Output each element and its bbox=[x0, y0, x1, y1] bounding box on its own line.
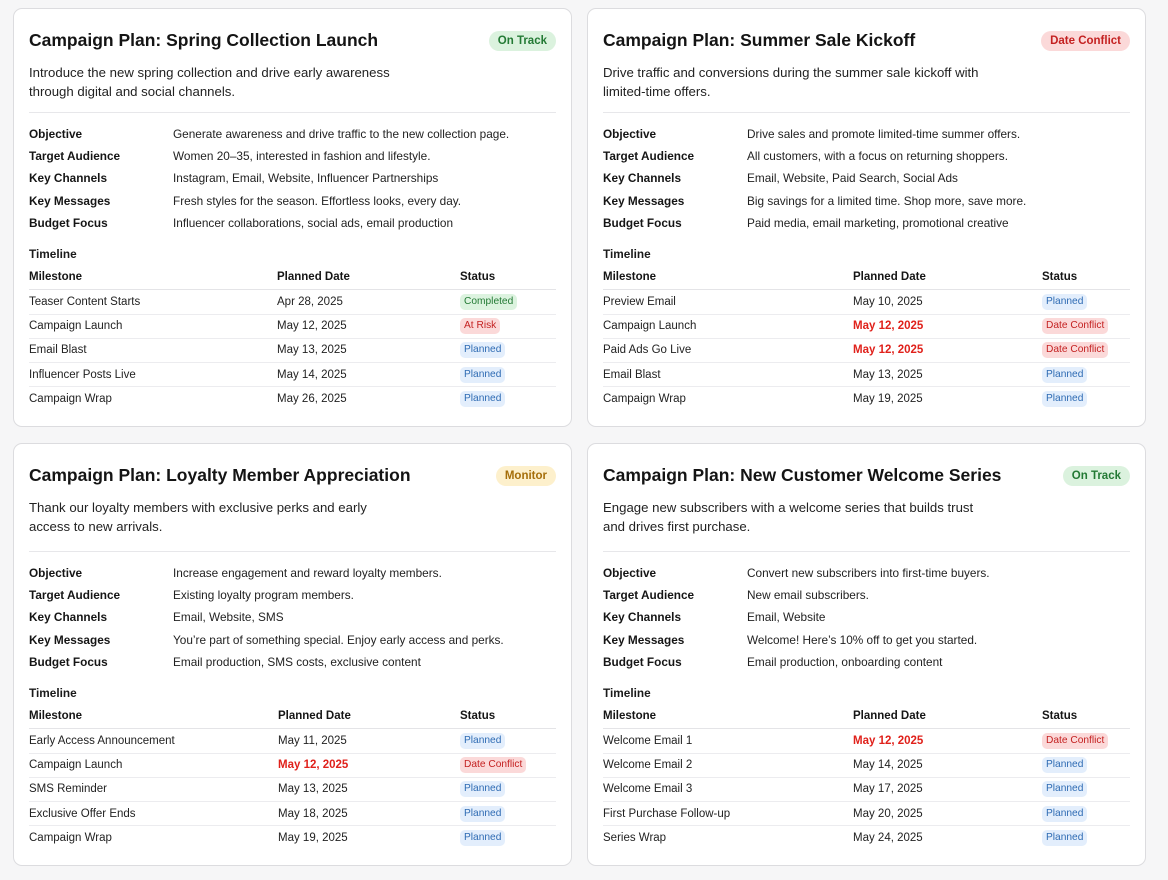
status-cell bbox=[1042, 826, 1130, 850]
card-description: Drive traffic and conversions during the summer sale kickoff with limited-time offers. bbox=[603, 65, 979, 99]
status-pill: Planned bbox=[1042, 367, 1087, 383]
table-row bbox=[603, 314, 1130, 338]
status-pill: Date Conflict bbox=[1042, 733, 1108, 749]
milestone-name: Campaign Launch bbox=[29, 753, 278, 777]
card-title: Campaign Plan: Spring Collection Launch bbox=[29, 30, 379, 50]
table-row bbox=[29, 314, 556, 338]
timeline-table bbox=[603, 265, 1130, 411]
detail-label: Key Messages bbox=[29, 193, 111, 208]
divider bbox=[29, 551, 556, 552]
milestone-name: Welcome Email 2 bbox=[603, 753, 853, 777]
card-header bbox=[29, 21, 556, 55]
card-header bbox=[603, 456, 1130, 490]
detail-label: Key Messages bbox=[603, 632, 685, 647]
table-row bbox=[603, 777, 1130, 801]
detail-value: All customers, with a focus on returning shoppers. bbox=[747, 149, 1008, 164]
status-pill: Planned bbox=[1042, 830, 1087, 846]
detail-label: Objective bbox=[603, 566, 657, 581]
card-title: Campaign Plan: Summer Sale Kickoff bbox=[603, 30, 916, 50]
detail-row bbox=[603, 584, 1130, 606]
milestone-name: Campaign Launch bbox=[603, 314, 853, 338]
card-description: Thank our loyalty members with exclusive perks and early access to new arrivals. bbox=[29, 500, 367, 534]
status-pill: Planned bbox=[460, 806, 505, 822]
campaign-card bbox=[587, 8, 1146, 427]
planned-date: May 11, 2025 bbox=[278, 729, 460, 753]
detail-row bbox=[603, 123, 1130, 145]
planned-date: May 13, 2025 bbox=[853, 363, 1042, 387]
milestone-name: Welcome Email 3 bbox=[603, 777, 853, 801]
planned-date: May 12, 2025 bbox=[277, 314, 460, 338]
column-header: Planned Date bbox=[853, 704, 1042, 729]
table-row bbox=[29, 290, 556, 314]
detail-row bbox=[29, 145, 556, 167]
milestone-name: Early Access Announcement bbox=[29, 729, 278, 753]
table-row bbox=[603, 729, 1130, 753]
planned-date: May 10, 2025 bbox=[853, 290, 1042, 314]
detail-row bbox=[29, 651, 556, 673]
timeline-heading: Timeline bbox=[603, 685, 651, 700]
table-row bbox=[29, 387, 556, 411]
divider bbox=[603, 112, 1130, 113]
detail-label: Key Messages bbox=[603, 193, 685, 208]
detail-value: Generate awareness and drive traffic to the new collection page. bbox=[173, 127, 510, 142]
detail-value: Email, Website bbox=[747, 610, 826, 625]
details-list bbox=[603, 562, 1130, 673]
status-pill: At Risk bbox=[460, 318, 500, 334]
status-pill: Planned bbox=[1042, 391, 1087, 407]
status-badge: Monitor bbox=[496, 466, 556, 486]
timeline-heading: Timeline bbox=[29, 685, 77, 700]
table-row bbox=[603, 753, 1130, 777]
status-badge: On Track bbox=[1063, 466, 1130, 486]
table-row bbox=[603, 387, 1130, 411]
status-cell bbox=[460, 802, 556, 826]
timeline-heading: Timeline bbox=[603, 246, 651, 261]
detail-row bbox=[603, 651, 1130, 673]
table-row bbox=[603, 338, 1130, 362]
divider bbox=[603, 551, 1130, 552]
detail-value: Email production, onboarding content bbox=[747, 654, 943, 669]
milestone-name: Paid Ads Go Live bbox=[603, 338, 853, 362]
milestone-name: Exclusive Offer Ends bbox=[29, 802, 278, 826]
detail-label: Target Audience bbox=[603, 149, 695, 164]
status-cell bbox=[460, 363, 556, 387]
divider bbox=[29, 112, 556, 113]
detail-value: Paid media, email marketing, promotional creative bbox=[747, 215, 1009, 230]
planned-date: May 12, 2025 bbox=[278, 753, 460, 777]
planned-date: May 18, 2025 bbox=[278, 802, 460, 826]
milestone-name: Email Blast bbox=[603, 363, 853, 387]
status-cell bbox=[460, 826, 556, 850]
milestone-name: Teaser Content Starts bbox=[29, 290, 277, 314]
status-cell bbox=[1042, 363, 1130, 387]
planned-date: May 12, 2025 bbox=[853, 729, 1042, 753]
planned-date: May 26, 2025 bbox=[277, 393, 347, 406]
details-list bbox=[29, 123, 556, 234]
table-row bbox=[29, 802, 556, 826]
column-header: Status bbox=[460, 704, 556, 729]
detail-value: Convert new subscribers into first-time buyers. bbox=[747, 566, 990, 581]
table-row bbox=[603, 826, 1130, 850]
column-header: Status bbox=[1042, 265, 1130, 290]
status-cell bbox=[1042, 753, 1130, 777]
milestone-name: Welcome Email 1 bbox=[603, 729, 853, 753]
status-pill: Planned bbox=[1042, 757, 1087, 773]
detail-label: Budget Focus bbox=[603, 215, 682, 230]
planned-date: May 24, 2025 bbox=[853, 832, 923, 845]
detail-label: Key Channels bbox=[29, 610, 108, 625]
planned-date: May 19, 2025 bbox=[278, 832, 348, 845]
status-pill: Date Conflict bbox=[460, 757, 526, 773]
detail-label: Objective bbox=[29, 566, 83, 581]
planned-date: May 12, 2025 bbox=[853, 338, 1042, 362]
status-cell bbox=[1042, 802, 1130, 826]
detail-value: Fresh styles for the season. Effortless looks, every day. bbox=[173, 193, 462, 208]
table-row bbox=[29, 338, 556, 362]
detail-label: Target Audience bbox=[29, 588, 121, 603]
column-header: Planned Date bbox=[853, 265, 1042, 290]
detail-row bbox=[29, 212, 556, 234]
status-cell bbox=[1042, 314, 1130, 338]
detail-label: Objective bbox=[29, 127, 83, 142]
detail-label: Objective bbox=[603, 127, 657, 142]
status-cell bbox=[460, 753, 556, 777]
status-pill: Completed bbox=[460, 294, 517, 310]
detail-value: New email subscribers. bbox=[747, 588, 869, 603]
milestone-name: Campaign Wrap bbox=[29, 832, 112, 845]
table-header-row bbox=[603, 265, 1130, 290]
detail-row bbox=[29, 562, 556, 584]
column-header: Status bbox=[460, 265, 556, 290]
card-title: Campaign Plan: New Customer Welcome Series bbox=[603, 465, 1002, 485]
milestone-name: First Purchase Follow-up bbox=[603, 802, 853, 826]
status-cell bbox=[460, 729, 556, 753]
status-pill: Planned bbox=[460, 781, 505, 797]
table-header-row bbox=[29, 704, 556, 729]
status-cell bbox=[460, 777, 556, 801]
column-header: Planned Date bbox=[277, 265, 460, 290]
milestone-name: Series Wrap bbox=[603, 832, 667, 845]
detail-value: You’re part of something special. Enjoy early access and perks. bbox=[173, 632, 504, 647]
detail-value: Big savings for a limited time. Shop more, save more. bbox=[747, 193, 1027, 208]
detail-row bbox=[603, 212, 1130, 234]
detail-label: Key Channels bbox=[603, 610, 682, 625]
planned-date: May 14, 2025 bbox=[277, 363, 460, 387]
status-cell bbox=[1042, 338, 1130, 362]
table-header-row bbox=[29, 265, 556, 290]
detail-row bbox=[603, 629, 1130, 651]
planned-date: May 13, 2025 bbox=[277, 338, 460, 362]
status-pill: Date Conflict bbox=[1042, 342, 1108, 358]
status-pill: Planned bbox=[460, 342, 505, 358]
detail-value: Welcome! Here’s 10% off to get you started. bbox=[747, 632, 978, 647]
milestone-name: Influencer Posts Live bbox=[29, 363, 277, 387]
table-row bbox=[29, 826, 556, 850]
status-pill: Planned bbox=[460, 367, 505, 383]
planned-date: May 12, 2025 bbox=[853, 314, 1042, 338]
status-pill: Planned bbox=[1042, 294, 1087, 310]
table-row bbox=[29, 729, 556, 753]
details-list bbox=[603, 123, 1130, 234]
table-row bbox=[29, 363, 556, 387]
table-header-row bbox=[603, 704, 1130, 729]
detail-value: Influencer collaborations, social ads, email production bbox=[173, 215, 454, 230]
detail-row bbox=[29, 123, 556, 145]
column-header: Planned Date bbox=[278, 704, 460, 729]
detail-label: Budget Focus bbox=[29, 215, 108, 230]
status-cell bbox=[460, 314, 556, 338]
status-cell bbox=[460, 387, 556, 411]
column-header: Milestone bbox=[29, 704, 278, 729]
status-cell bbox=[1042, 729, 1130, 753]
status-pill: Planned bbox=[460, 733, 505, 749]
table-row bbox=[29, 777, 556, 801]
campaign-card bbox=[13, 8, 572, 427]
detail-row bbox=[603, 145, 1130, 167]
detail-label: Key Channels bbox=[603, 171, 682, 186]
card-description: Engage new subscribers with a welcome series that builds trust and drives first purchase. bbox=[603, 500, 974, 534]
status-pill: Planned bbox=[460, 830, 505, 846]
detail-row bbox=[603, 167, 1130, 189]
planned-date: May 20, 2025 bbox=[853, 802, 1042, 826]
table-row bbox=[603, 363, 1130, 387]
timeline-table bbox=[29, 704, 556, 850]
status-badge: Date Conflict bbox=[1041, 31, 1130, 51]
planned-date: May 17, 2025 bbox=[853, 777, 1042, 801]
detail-row bbox=[29, 629, 556, 651]
campaign-card bbox=[13, 443, 572, 866]
status-cell bbox=[1042, 387, 1130, 411]
column-header: Status bbox=[1042, 704, 1130, 729]
status-badge: On Track bbox=[489, 31, 556, 51]
detail-value: Women 20–35, interested in fashion and lifestyle. bbox=[173, 149, 431, 164]
card-header bbox=[29, 456, 556, 490]
milestone-name: Preview Email bbox=[603, 290, 853, 314]
detail-value: Drive sales and promote limited-time summer offers. bbox=[747, 127, 1021, 142]
detail-label: Target Audience bbox=[29, 149, 121, 164]
detail-value: Email production, SMS costs, exclusive content bbox=[173, 654, 421, 669]
milestone-name: SMS Reminder bbox=[29, 777, 278, 801]
detail-row bbox=[29, 584, 556, 606]
detail-value: Instagram, Email, Website, Influencer Partnerships bbox=[173, 171, 439, 186]
detail-row bbox=[29, 167, 556, 189]
detail-value: Email, Website, SMS bbox=[173, 610, 284, 625]
detail-row bbox=[603, 190, 1130, 212]
timeline-table bbox=[603, 704, 1130, 850]
card-title: Campaign Plan: Loyalty Member Appreciation bbox=[29, 465, 411, 485]
table-row bbox=[603, 290, 1130, 314]
timeline-table bbox=[29, 265, 556, 411]
status-pill: Planned bbox=[1042, 781, 1087, 797]
detail-label: Key Channels bbox=[29, 171, 108, 186]
status-cell bbox=[460, 290, 556, 314]
detail-label: Budget Focus bbox=[29, 654, 108, 669]
campaign-card bbox=[587, 443, 1146, 866]
detail-label: Budget Focus bbox=[603, 654, 682, 669]
milestone-name: Campaign Launch bbox=[29, 314, 277, 338]
column-header: Milestone bbox=[29, 265, 277, 290]
detail-row bbox=[603, 562, 1130, 584]
status-cell bbox=[460, 338, 556, 362]
status-cell bbox=[1042, 777, 1130, 801]
planned-date: May 14, 2025 bbox=[853, 753, 1042, 777]
column-header: Milestone bbox=[603, 265, 853, 290]
timeline-heading: Timeline bbox=[29, 246, 77, 261]
milestone-name: Campaign Wrap bbox=[29, 393, 112, 406]
detail-row bbox=[29, 606, 556, 628]
status-pill: Planned bbox=[460, 391, 505, 407]
card-header bbox=[603, 21, 1130, 55]
detail-value: Email, Website, Paid Search, Social Ads bbox=[747, 171, 958, 186]
detail-value: Increase engagement and reward loyalty members. bbox=[173, 566, 442, 581]
card-description: Introduce the new spring collection and drive early awareness through digital and social channels. bbox=[29, 65, 390, 99]
detail-label: Target Audience bbox=[603, 588, 695, 603]
status-cell bbox=[1042, 290, 1130, 314]
table-row bbox=[603, 802, 1130, 826]
column-header: Milestone bbox=[603, 704, 853, 729]
detail-row bbox=[29, 190, 556, 212]
detail-value: Existing loyalty program members. bbox=[173, 588, 354, 603]
details-list bbox=[29, 562, 556, 673]
milestone-name: Campaign Wrap bbox=[603, 393, 686, 406]
table-row bbox=[29, 753, 556, 777]
detail-label: Key Messages bbox=[29, 632, 111, 647]
status-pill: Date Conflict bbox=[1042, 318, 1108, 334]
planned-date: May 13, 2025 bbox=[278, 777, 460, 801]
milestone-name: Email Blast bbox=[29, 338, 277, 362]
status-pill: Planned bbox=[1042, 806, 1087, 822]
planned-date: May 19, 2025 bbox=[853, 393, 923, 406]
detail-row bbox=[603, 606, 1130, 628]
planned-date: Apr 28, 2025 bbox=[277, 290, 460, 314]
